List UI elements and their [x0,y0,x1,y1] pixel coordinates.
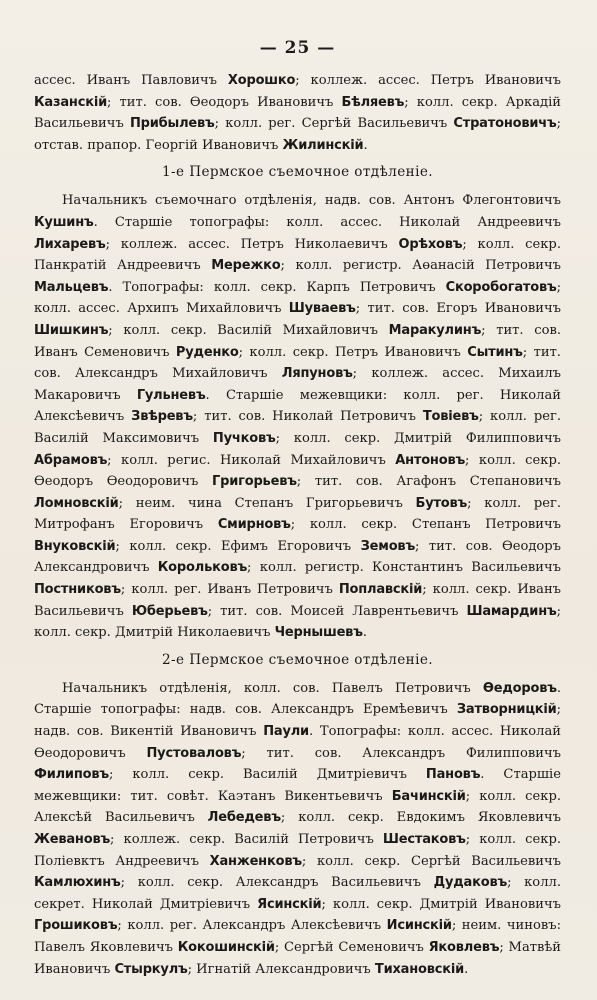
surname: Грошиковъ [34,918,118,934]
surname: Дудаковъ [433,875,508,891]
text-run: ; колл. секр. Василій Дмитріевичъ [108,767,426,783]
text-run: ; колл. рег. Василій Максимовичъ [34,409,561,446]
text-run: ; колл. рег. Александръ Алексѣевичъ [117,918,387,934]
text-run: ; колл. рег. Иванъ Петровичъ [120,582,339,598]
text-run: ; колл. секр. Дмитрій Николаевичъ [34,603,561,641]
text-run: ; колл. секр. Степанъ Петровичъ [290,517,561,533]
surname: Лебедевъ [207,810,281,826]
surname: Бѣляевъ [341,94,405,110]
surname: Филиповъ [34,767,109,783]
surname: Абрамовъ [34,452,108,468]
surname: Хорошко [227,73,296,88]
text-run: ; коллеж. ассес. Петръ Николаевичъ [105,236,399,252]
text-run: . Старшіе топографы: колл. ассес. Николай Андреевичъ [93,214,561,230]
surname: Шестаковъ [382,832,466,847]
surname: Звѣревъ [131,409,193,425]
text-run: ; тит. сов. Егоръ Ивановичъ [355,301,561,317]
surname: Лихаревъ [34,236,106,252]
text-run: . [464,961,469,977]
surname: Затворницкій [456,702,557,718]
text-run: ; колл. секр. Дмитрій Ивановичъ [321,896,562,912]
text-run: ; колл. секр. Сергѣй Васильевичъ [301,853,561,869]
surname: Кушинъ [34,214,94,230]
text-run: . Топографы: колл. ассес. Николай Өеодоровичъ [34,724,561,761]
surname: Мережко [211,258,281,274]
text-run: ; тит. сов. Өеодоръ Ивановичъ [107,94,342,110]
surname: Тихановскій [374,961,465,977]
text-run: ; колл. секр. Ефимъ Егоровичъ [115,538,361,554]
text-run: ; колл. рег. Сергѣй Васильевичъ [214,116,454,132]
text-run: ; Игнатій Александровичъ [187,961,375,977]
text-run: ; неим. чиновъ: Павелъ Яковлевичъ [34,918,561,955]
text-run: ; колл. секр. Александръ Васильевичъ [120,875,434,891]
text-run: ; колл. регистр. Константинъ Васильевичъ [247,560,562,576]
surname: Товіевъ [422,409,479,425]
surname: Исинскій [386,918,452,934]
text-run: . Старшіе межевщики: колл. рег. Николай Алексѣевичъ [34,387,562,425]
surname: Маракулинъ [388,322,482,338]
surname: Скоробогатовъ [445,279,557,295]
surname: Бутовъ [415,495,468,511]
text-run: ; Сергѣй Семеновичъ [274,939,429,955]
surname: Пучковъ [212,430,276,446]
surname: Казанскій [34,94,108,110]
surname: Камлюхинъ [34,875,121,891]
text-run: . [362,625,367,641]
text-run: ; колл. секр. Иванъ Васильевичъ [34,582,562,619]
text-run: ; колл. секр. Петръ Ивановичъ [238,344,468,360]
surname: Стратоновичъ [453,116,557,132]
page-content [34,70,561,980]
surname: Ляпуновъ [281,366,353,382]
surname: Шамардинъ [466,603,557,619]
text-run: ; колл. секр. Василій Михайловичъ [108,322,389,338]
surname: Бачинскій [391,788,466,804]
surname: Пустоваловъ [146,745,242,761]
text-run: ; отстав. прапор. Георгій Ивановичъ [34,116,561,153]
text-run: Начальникъ отдѣленія, колл. сов. Павелъ Петровичъ [62,680,483,696]
surname: Кокошинскій [177,939,275,955]
text-run: ассес. Иванъ Павловичъ [34,73,228,88]
paragraph [34,678,561,980]
text-run: ; колл. секр. Дмитрій Филипповичъ [275,430,561,446]
surname: Өедоровъ [482,680,557,696]
text-run: ; колл. секр. Поліевктъ Андреевичъ [34,832,561,869]
text-run: ; коллеж. ассес. Петръ Ивановичъ [295,73,561,88]
surname: Шишкинъ [34,322,109,338]
surname: Ханженковъ [209,853,302,869]
surname: Смирновъ [217,517,291,533]
section-title: 2-е Пермское съемочное отдѣленіе. [161,651,434,668]
text-run: ; Матвѣй Ивановичъ [34,939,561,977]
text-run: ; колл. ассес. Архипъ Михайловичъ [34,279,561,317]
paragraph [34,190,561,643]
text-run: ; тит. сов. Агафонъ Степановичъ [296,474,562,490]
text-run: Начальникъ съемочнаго отдѣленія, надв. сов. Антонъ Флегонтовичъ [62,193,561,209]
text-run: ; тит. сов. Александръ Филипповичъ [241,745,562,761]
surname: Юберьевъ [131,603,208,619]
surname: Поплавскій [338,582,423,598]
text-run: ; колл. секр. Аркадій Васильевичъ [34,94,561,132]
surname: Паули [263,724,309,740]
surname: Гульневъ [136,387,206,403]
surname: Ломновскій [34,495,119,511]
text-run: ; тит. сов. Николай Петровичъ [192,409,423,425]
surname: Мальцевъ [34,279,109,295]
text-run: ; колл. рег. Митрофанъ Егоровичъ [34,495,561,533]
surname: Земовъ [360,538,416,554]
text-run: ; тит. сов. Александръ Михайловичъ [34,344,561,382]
surname: Чернышевъ [274,625,363,641]
text-run: ; коллеж. ассес. Михаилъ Макаровичъ [34,366,561,403]
text-run: ; коллеж. секр. Василій Петровичъ [110,832,383,847]
surname: Антоновъ [395,452,466,468]
text-run: ; тит. сов. Моисей Лаврентьевичъ [207,603,467,619]
text-run: . [363,137,368,153]
text-run: ; колл. секр. Өеодоръ Өеодоровичъ [34,452,561,490]
text-run: . Старшіе топографы: надв. сов. Александръ Еремѣевичъ [34,680,561,718]
text-run: ; тит. сов. Иванъ Семеновичъ [34,322,561,360]
surname: Постниковъ [34,582,121,598]
surname: Григорьевъ [212,474,297,490]
surname: Стыркулъ [114,961,188,977]
text-run: ; надв. сов. Викентій Ивановичъ [34,702,561,740]
text-run: ; неим. чина Степанъ Григорьевичъ [118,495,416,511]
section-title: 1-е Пермское съемочное отдѣленіе. [161,164,434,181]
paragraph [34,70,561,156]
surname: Руденко [175,344,239,360]
text-run: ; колл. секр. Евдокимъ Яковлевичъ [280,810,562,826]
surname: Сытинъ [467,344,523,360]
text-run: . Топографы: колл. секр. Карпъ Петровичъ [108,279,446,295]
surname: Жевановъ [34,832,111,847]
page-number: — 25 — [259,38,336,58]
surname: Пановъ [425,767,481,783]
text-run: . Старшіе межевщики: тит. совѣт. Каэтанъ Викентьевичъ [34,767,561,804]
text-run: ; колл. секр. Панкратій Андреевичъ [34,236,561,274]
text-run: ; колл. секр. Алексѣй Васильевичъ [34,788,561,826]
surname: Внуковскій [34,538,116,554]
surname: Жилинскій [282,137,364,153]
text-run: ; колл. регис. Николай Михайловичъ [107,452,396,468]
surname: Корольковъ [157,560,248,576]
surname: Орѣховъ [398,236,463,252]
surname: Ясинскій [257,896,322,912]
surname: Прибылевъ [129,116,215,132]
text-run: ; тит. сов. Өеодоръ Александровичъ [34,538,561,576]
surname: Яковлевъ [428,939,500,955]
text-run: ; колл. секрет. Николай Дмитріевичъ [34,875,561,912]
surname: Шуваевъ [288,301,356,317]
text-run: ; колл. регистр. Аөанасій Петровичъ [280,258,561,274]
